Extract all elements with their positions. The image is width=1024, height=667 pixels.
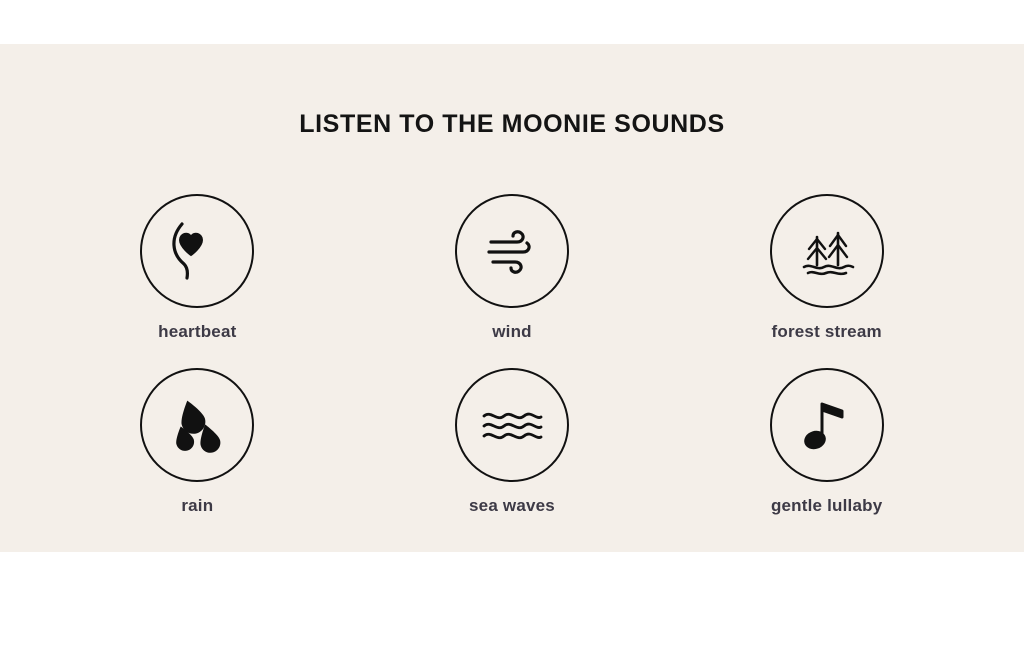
forest-stream-icon <box>791 215 863 287</box>
sound-label: wind <box>492 322 532 341</box>
sea-waves-icon <box>474 390 550 460</box>
heartbeat-icon-circle[interactable] <box>140 194 254 308</box>
heartbeat-icon <box>162 216 232 286</box>
sounds-panel <box>0 44 1024 552</box>
sea-waves-icon-circle[interactable] <box>455 368 569 482</box>
wind-icon <box>477 216 547 286</box>
sound-label: rain <box>181 496 214 515</box>
sound-item-wind[interactable] <box>412 194 612 342</box>
sound-item-heartbeat[interactable] <box>97 194 297 342</box>
sound-label: sea waves <box>469 496 555 515</box>
music-note-icon-circle[interactable] <box>770 368 884 482</box>
forest-stream-icon-circle[interactable] <box>770 194 884 308</box>
rain-icon <box>162 390 232 460</box>
music-note-icon <box>792 390 862 460</box>
sound-item-sea-waves[interactable] <box>412 368 612 516</box>
wind-icon-circle[interactable] <box>455 194 569 308</box>
sound-label: forest stream <box>771 322 882 341</box>
rain-icon-circle[interactable] <box>140 368 254 482</box>
sound-item-forest-stream[interactable] <box>727 194 927 342</box>
sound-label: gentle lullaby <box>770 496 883 515</box>
sounds-grid <box>40 194 984 542</box>
sound-item-gentle-lullaby[interactable] <box>727 368 927 516</box>
page-title: LISTEN TO THE MOONIE SOUNDS <box>299 110 725 138</box>
sound-item-rain[interactable] <box>97 368 297 516</box>
sound-label: heartbeat <box>158 322 237 341</box>
